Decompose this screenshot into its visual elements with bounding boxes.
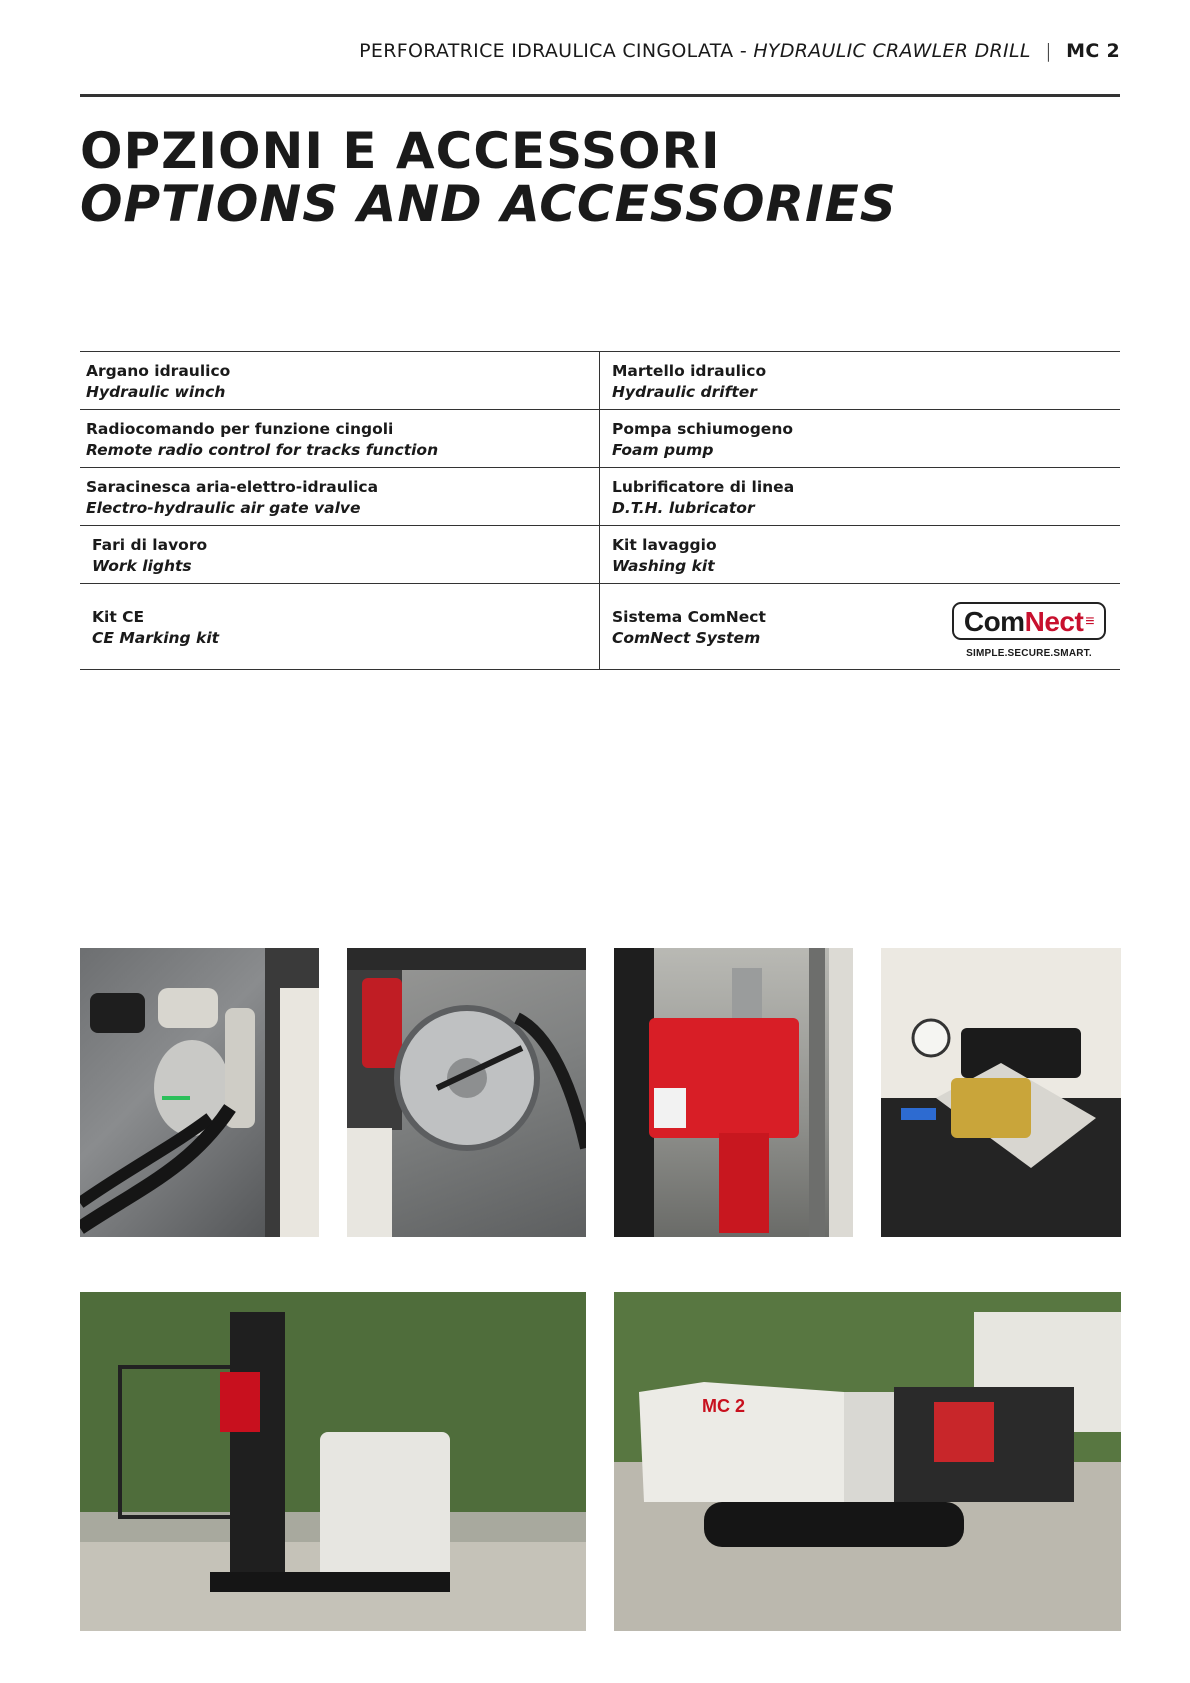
page-title-it: OPZIONI E ACCESSORI (80, 122, 721, 180)
option-name-it: Saracinesca aria-elettro-idraulica (86, 478, 379, 496)
svg-text:MC 2: MC 2 (702, 1396, 746, 1416)
option-name-it: Sistema ComNect (612, 608, 766, 626)
option-name-en: Electro-hydraulic air gate valve (86, 499, 361, 517)
table-row (80, 352, 1120, 410)
header-model: MC 2 (1066, 40, 1120, 62)
option-cell (80, 526, 600, 583)
option-name-en: CE Marking kit (92, 629, 220, 647)
comnect-logo-nect: Nect (1024, 605, 1084, 637)
header-separator: | (1045, 40, 1052, 62)
option-name-it: Lubrificatore di linea (612, 478, 795, 496)
option-name-en: Remote radio control for tracks function (86, 441, 439, 459)
table-row (80, 410, 1120, 468)
option-cell (80, 410, 600, 467)
crawler-drill-side-photo (614, 1292, 1121, 1631)
option-name-en: Hydraulic winch (86, 383, 226, 401)
option-name-it: Fari di lavoro (92, 536, 208, 554)
option-name-it: Kit CE (92, 608, 145, 626)
comnect-tagline: SIMPLE.SECURE.SMART. (966, 648, 1092, 659)
hose-reel-photo (347, 948, 586, 1237)
page-title (80, 122, 897, 233)
option-cell (80, 468, 600, 525)
option-cell (80, 584, 600, 669)
crawler-drill-front-photo (80, 1292, 586, 1631)
comnect-logo-box (952, 602, 1106, 640)
option-name-en: Hydraulic drifter (612, 383, 757, 401)
option-cell (600, 584, 1120, 669)
option-cell (80, 352, 600, 409)
hydraulic-valve-photo (80, 948, 319, 1237)
option-name-en: D.T.H. lubricator (612, 499, 755, 517)
page-header (80, 40, 1120, 62)
signal-icon: ≡ (1085, 612, 1095, 630)
header-title-it: PERFORATRICE IDRAULICA CINGOLATA - (359, 40, 747, 62)
comnect-logo (952, 602, 1106, 664)
option-name-en: Foam pump (612, 441, 714, 459)
option-name-en: ComNect System (612, 629, 761, 647)
option-name-en: Washing kit (612, 557, 715, 575)
comnect-logo-com: Com (963, 605, 1025, 637)
option-name-it: Martello idraulico (612, 362, 767, 380)
option-name-en: Work lights (92, 557, 192, 575)
table-row (80, 584, 1120, 670)
option-name-it: Pompa schiumogeno (612, 420, 793, 438)
table-row (80, 526, 1120, 584)
page-title-en: OPTIONS AND ACCESSORIES (80, 175, 897, 233)
options-table (80, 351, 1120, 670)
red-drifter-photo (614, 948, 853, 1237)
option-cell (600, 526, 1120, 583)
header-title-en: HYDRAULIC CRAWLER DRILL (753, 40, 1031, 62)
table-row (80, 468, 1120, 526)
option-cell (600, 468, 1120, 525)
washing-pump-photo (881, 948, 1121, 1237)
header-rule (80, 94, 1120, 97)
option-cell (600, 410, 1120, 467)
option-name-it: Kit lavaggio (612, 536, 717, 554)
option-name-it: Radiocomando per funzione cingoli (86, 420, 394, 438)
option-name-it: Argano idraulico (86, 362, 231, 380)
option-cell (600, 352, 1120, 409)
